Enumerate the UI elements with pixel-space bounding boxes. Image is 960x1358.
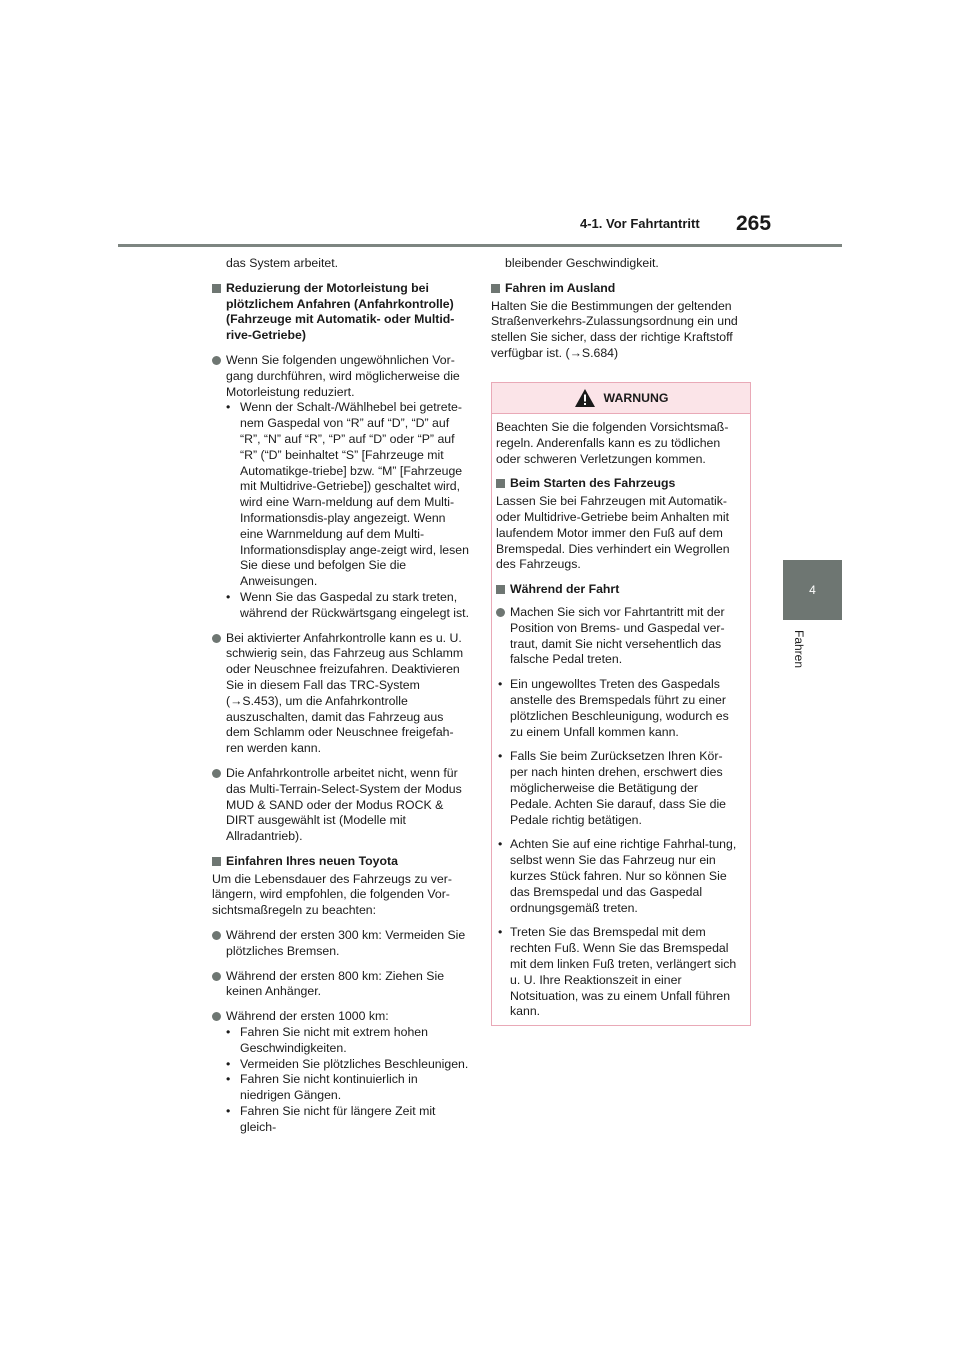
- warning-list-item: • Ein ungewolltes Treten des Gaspedals anstelle des Bremspedals führt zu einer plötzlichen Beschleunigung, wodurch es zu einem Unfall kommen kann.: [496, 677, 740, 740]
- header-divider: [118, 244, 842, 247]
- sub-list-item: • Wenn der Schalt-/Wählhebel bei getrete-nem Gaspedal von “R” auf “D”, “D” auf “R”, “N” auf “R”, “P” auf “D” oder “P” auf “R” (“D” beinhaltet “S” [Fahrzeuge mit Automatikge-triebe] bzw. “M” [Fahrzeuge mit Multidrive-Getriebe]) geschaltet wird, wird eine Warn-meldung auf dem Multi-Informationsdis-play angezeigt. Wenn eine Warnmeldung auf dem Multi-Informationsdisplay ange-zeigt wird, lesen Sie diese und befolgen Sie die Anweisungen.: [226, 400, 470, 590]
- chapter-number: 4: [809, 583, 816, 597]
- sub-list-item: • Fahren Sie nicht kontinuierlich in niedrigen Gängen.: [226, 1072, 470, 1104]
- left-column: [212, 256, 470, 1136]
- sub-list-item: • Vermeiden Sie plötzliches Beschleunigen.: [226, 1057, 470, 1073]
- page-number: 265: [736, 212, 772, 235]
- section-body: Um die Lebensdauer des Fahrzeugs zu ver-längern, wird empfohlen, die folgenden Vor-sichtsmaßregeln zu beachten:: [212, 871, 452, 918]
- warning-intro: Beachten Sie die folgenden Vorsichtsmaß-regeln. Anderenfalls kann es zu tödlichen oder schweren Verletzungen kommen.: [496, 420, 729, 466]
- warning-list-item: • Achten Sie auf eine richtige Fahrhal-tung, selbst wenn Sie das Fahrzeug nur ein kurzes Stück fahren. Nur so können Sie das Bremspedal und das Gaspedal ordnungsgemäß treten.: [496, 837, 740, 916]
- list-item: Während der ersten 300 km: Vermeiden Sie plötzliches Bremsen.: [212, 928, 470, 960]
- section-heading-einfahren: Einfahren Ihres neuen Toyota: [212, 854, 470, 870]
- warning-body: Lassen Sie bei Fahrzeugen mit Automatik- oder Multidrive-Getriebe beim Anhalten mit laufendem Motor immer den Fuß auf dem Bremspedal. Dies verhindert ein Wegrollen des Fahrzeugs.: [496, 494, 730, 572]
- list-item: Während der ersten 800 km: Ziehen Sie keinen Anhänger.: [212, 969, 470, 1001]
- list-item: [212, 353, 470, 622]
- section-heading-ausland: Fahren im Ausland: [491, 281, 753, 297]
- warning-content: [492, 414, 750, 1020]
- warning-title: WARNUNG: [603, 391, 669, 405]
- continued-text: bleibender Geschwindigkeit.: [505, 256, 659, 270]
- list-item: [212, 1009, 470, 1135]
- sub-list-item: • Wenn Sie das Gaspedal zu stark treten, während der Rückwärtsgang eingelegt ist.: [226, 590, 470, 622]
- section-title: 4-1. Vor Fahrtantritt: [580, 216, 700, 231]
- warning-triangle-icon: [574, 388, 596, 408]
- sub-list: [226, 400, 470, 621]
- bullet-text: Während der ersten 1000 km:: [226, 1009, 389, 1024]
- chapter-tab: [783, 560, 842, 620]
- warning-heading-starten: Beim Starten des Fahrzeugs: [496, 476, 740, 492]
- section-heading-anfahrkontrolle: Reduzierung der Motorleistung bei plötzlichem Anfahren (Anfahrkontrolle) (Fahrzeuge mit Automatik- oder Multid-rive-Getriebe): [212, 281, 470, 344]
- sub-list-item: • Fahren Sie nicht mit extrem hohen Geschwindigkeiten.: [226, 1025, 470, 1057]
- warning-list-item: • Falls Sie beim Zurücksetzen Ihren Kör-per nach hinten drehen, erschwert dies möglicherweise die Betätigung der Pedale. Achten Sie darauf, dass Sie die Pedale richtig betätigen.: [496, 749, 740, 828]
- warning-heading-fahrt: Während der Fahrt: [496, 582, 740, 598]
- warning-box: [491, 382, 751, 1026]
- intro-text: das System arbeitet.: [226, 256, 339, 270]
- list-item: Die Anfahrkontrolle arbeitet nicht, wenn für das Multi-Terrain-Select-System der Modus MUD & SAND oder der Modus ROCK & DIRT ausgewählt ist (Modelle mit Allradantrieb).: [212, 766, 470, 845]
- section-body: Halten Sie die Bestimmungen der geltenden Straßenverkehrs-Zulassungsordnung ein und stellen Sie sicher, dass der richtige Kraftstoff verfügbar ist. (→S.684): [491, 298, 738, 360]
- sub-list-item: • Fahren Sie nicht für längere Zeit mit gleich-: [226, 1104, 470, 1136]
- warning-list-item: • Treten Sie das Bremspedal mit dem rechten Fuß. Wenn Sie das Bremspedal mit dem linken Fuß treten, verlängert sich u. U. Ihre Reaktionszeit in einer Notsituation, was zu einem Unfall führen kann.: [496, 925, 740, 1020]
- warning-header: [492, 383, 750, 414]
- list-item: Machen Sie sich vor Fahrtantritt mit der Position von Brems- und Gaspedal ver-traut, damit Sie nicht versehentlich das falsche Pedal treten.: [496, 605, 740, 668]
- sub-list: [226, 1025, 470, 1136]
- chapter-label: Fahren: [792, 630, 806, 669]
- right-column: [491, 256, 753, 362]
- list-item: Bei aktivierter Anfahrkontrolle kann es u. U. schwierig sein, das Fahrzeug aus Schlamm oder Neuschnee freizufahren. Deaktivieren Sie in diesem Fall das TRC-System (→S.453), um die Anfahrkontrolle auszuschalten, damit das Fahrzeug aus dem Schlamm oder Neuschnee freigefah-ren werden kann.: [212, 631, 470, 757]
- bullet-text: Wenn Sie folgenden ungewöhnlichen Vor-gang durchführen, wird möglicherweise die Motorleistung reduziert.: [226, 352, 460, 399]
